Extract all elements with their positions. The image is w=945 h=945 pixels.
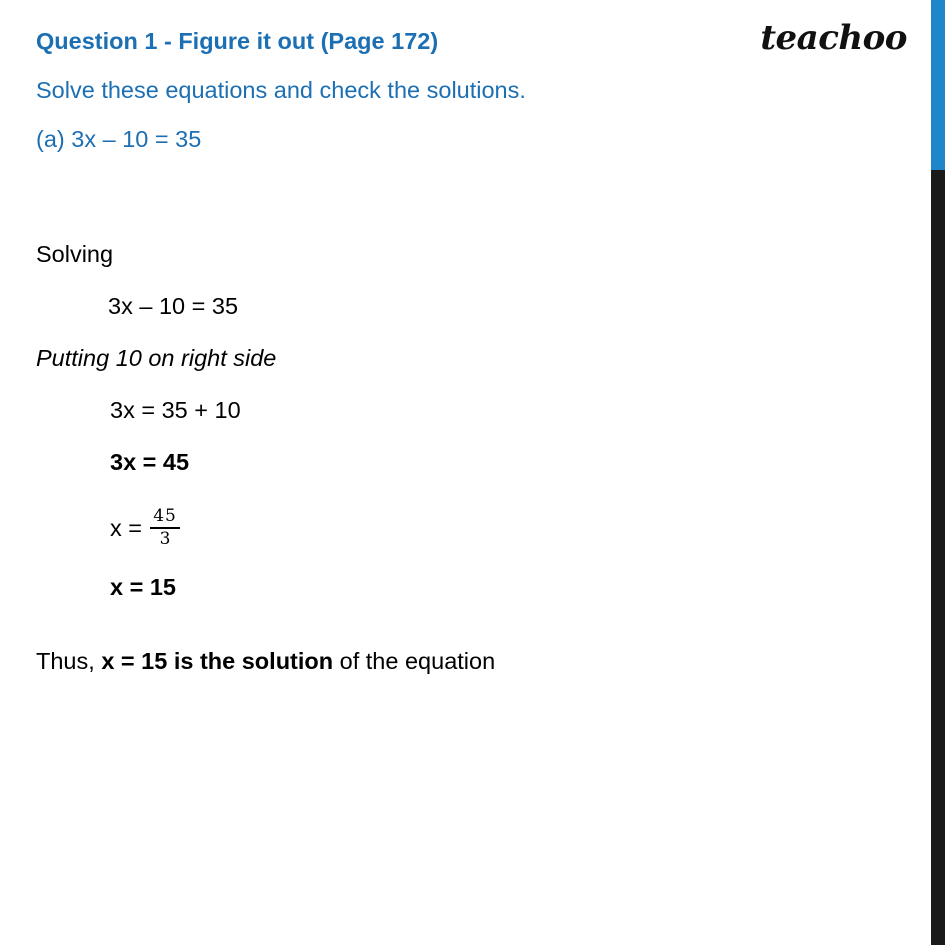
question-part-a: (a) 3x – 10 = 35	[36, 126, 202, 153]
fraction-numerator: 45	[153, 505, 177, 526]
decorative-blue-bar	[931, 0, 945, 170]
fraction-denominator: 3	[159, 528, 171, 549]
question-title: Question 1 - Figure it out (Page 172)	[36, 28, 439, 54]
solution-step-2: 3x = 35 + 10	[110, 397, 241, 424]
solution-fraction-line	[110, 505, 896, 549]
solution-step-3: 3x = 45	[110, 449, 190, 476]
conclusion-prefix: Thus,	[36, 647, 102, 674]
spacer-before-conclusion	[36, 601, 896, 647]
teachoo-logo: teachoo	[760, 18, 907, 58]
solution-step-1: 3x – 10 = 35	[108, 292, 239, 319]
decorative-dark-bar	[931, 170, 945, 945]
solving-heading: Solving	[36, 240, 114, 267]
conclusion-suffix: of the equation	[333, 647, 496, 674]
conclusion-bold: x = 15 is the solution	[101, 647, 334, 674]
conclusion-line	[36, 647, 896, 675]
fraction	[150, 505, 180, 549]
solution-note: Putting 10 on right side	[36, 344, 277, 371]
fraction-lead-text: x =	[110, 515, 143, 541]
question-instruction: Solve these equations and check the solutions.	[36, 77, 526, 104]
solution-step-4: x = 15	[110, 573, 176, 600]
spacer-after-question	[36, 154, 896, 216]
document-content	[36, 0, 896, 675]
